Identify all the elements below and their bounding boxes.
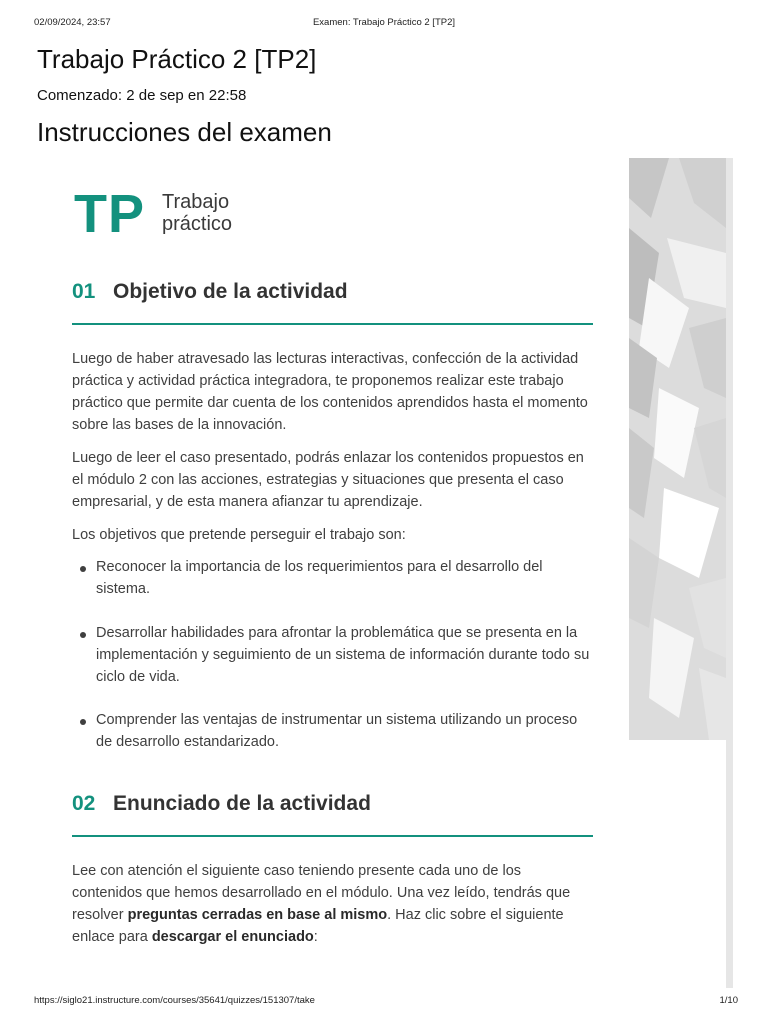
print-footer (0, 995, 768, 1009)
section-heading-enunciado (72, 789, 593, 819)
statement-bold-1: preguntas cerradas en base al mismo (127, 907, 388, 923)
print-page-title: Examen: Trabajo Práctico 2 [TP2] (312, 17, 456, 28)
instructions-heading: Instrucciones del examen (37, 117, 332, 147)
page-scrollbar[interactable] (726, 158, 733, 988)
section-number: 01 (72, 280, 96, 303)
section-number: 02 (72, 792, 96, 815)
section-divider (72, 835, 593, 837)
statement-bold-2: descargar el enunciado (151, 929, 314, 945)
section-title: Objetivo de la actividad (113, 280, 348, 303)
statement-paragraph (72, 860, 592, 948)
section-divider (72, 323, 593, 325)
quiz-title: Trabajo Práctico 2 [TP2] (37, 44, 317, 74)
decorative-side-image (629, 158, 726, 740)
statement-text-1: Lee con atención el siguiente caso teniendo presente cada uno de los contenidos que hemos desarrollado en el módulo. Una vez leído, tendrás que resolver (72, 863, 571, 923)
objective-bullet-1: Reconocer la importancia de los requerimientos para el desarrollo del sistema. (96, 559, 543, 597)
section-title: Enunciado de la actividad (113, 792, 371, 815)
bullet-dot (80, 719, 86, 725)
objective-paragraph-2: Luego de leer el caso presentado, podrás enlazar los contenidos propuestos en el módulo 2 con las acciones, estrategias y situaciones que presenta el caso empresarial, y de esta manera afianzar tu aprendizaje. (72, 450, 584, 510)
section-heading-objetivo (72, 277, 593, 307)
tp-logo (74, 186, 274, 242)
print-url: https://siglo21.instructure.com/courses/35641/quizzes/151307/take (34, 995, 315, 1006)
tp-logo-line2: práctico (162, 213, 233, 235)
objective-paragraph-3: Los objetivos que pretende perseguir el trabajo son: (72, 527, 406, 543)
tp-logo-text (162, 191, 232, 235)
abstract-architecture-image (629, 158, 726, 740)
print-datetime: 02/09/2024, 23:57 (34, 17, 111, 28)
statement-text-3: : (313, 929, 318, 945)
tp-logo-line1: Trabajo (162, 191, 230, 213)
objective-bullet-3: Comprender las ventajas de instrumentar un sistema utilizando un proceso de desarrollo estandarizado. (96, 712, 578, 750)
statement-text-2: . Haz clic sobre el siguiente enlace para (72, 907, 564, 945)
tp-logo-letters: TP (74, 184, 146, 244)
objective-paragraph-1: Luego de haber atravesado las lecturas interactivas, confección de la actividad práctica y actividad práctica integradora, te proponemos realizar este trabajo práctico que permite dar cuenta de los contenidos aprendidos hasta el momento sobre las bases de la innovación. (72, 351, 588, 433)
quiz-started-time: Comenzado: 2 de sep en 22:58 (37, 87, 247, 104)
print-page-number: 1/10 (719, 995, 738, 1006)
bullet-dot (80, 632, 86, 638)
print-header (0, 17, 768, 31)
objective-bullet-2: Desarrollar habilidades para afrontar la problemática que se presenta en la implementación y seguimiento de un sistema de información durante todo su ciclo de vida. (96, 625, 590, 685)
bullet-dot (80, 566, 86, 572)
